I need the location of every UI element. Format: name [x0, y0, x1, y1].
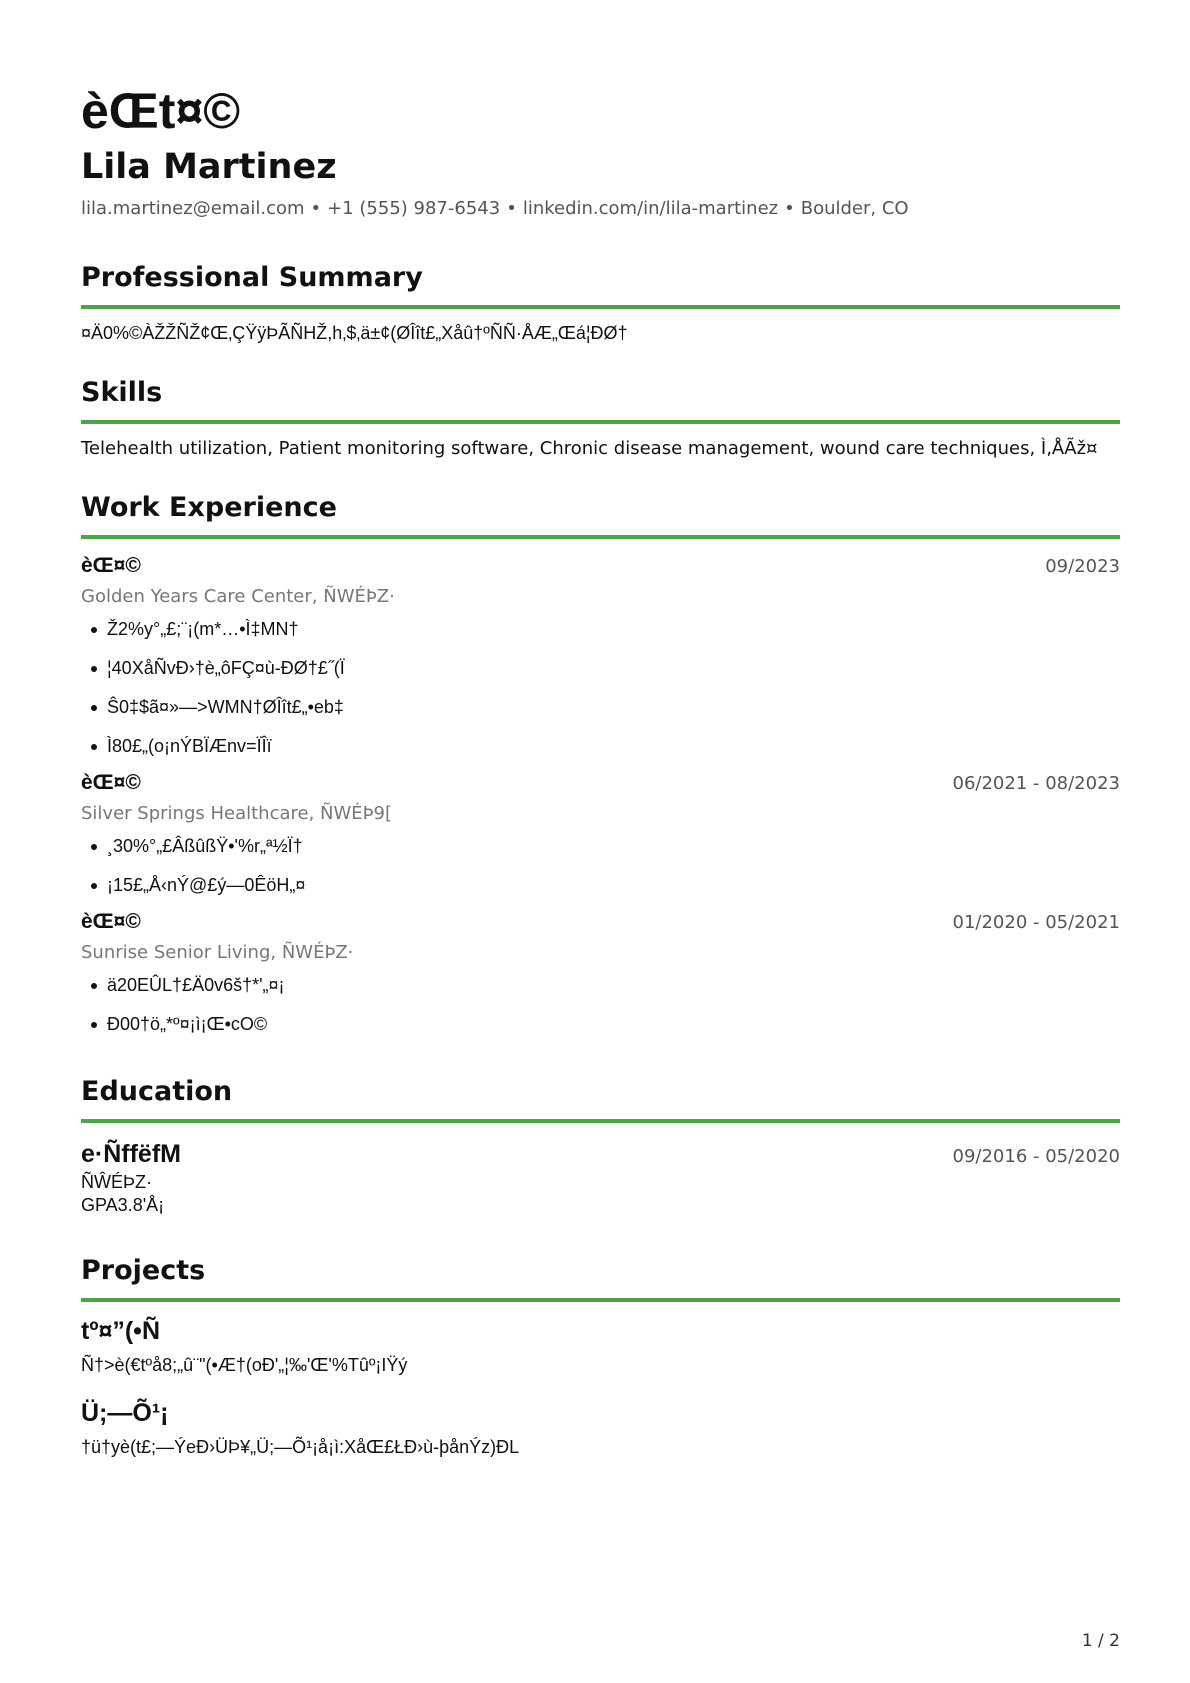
projects-section — [81, 1253, 1120, 1460]
education-degree: e·ÑffëfM — [81, 1140, 181, 1168]
project-title: Ü;—Õ¹¡ — [81, 1399, 169, 1427]
project-entry — [81, 1314, 1120, 1378]
education-header — [81, 1137, 1120, 1171]
job-bullets — [81, 834, 1120, 897]
summary-section — [81, 260, 1120, 345]
job-header — [81, 907, 1120, 937]
project-entry — [81, 1396, 1120, 1460]
job-company: Golden Years Care Center, ÑWÉÞZ· — [81, 586, 395, 607]
resume-page — [81, 80, 1120, 1460]
job-bullets — [81, 617, 1120, 758]
education-date: 09/2016 - 05/2020 — [952, 1146, 1120, 1167]
job-date: 01/2020 - 05/2021 — [952, 912, 1120, 933]
contact-email[interactable]: lila.martinez@email.com — [81, 198, 305, 219]
skills-list: Telehealth utilization, Patient monitoring software, Chronic disease management, wound care techniques, Ì‚ÅÃž¤ — [81, 438, 1098, 459]
section-title-summary: Professional Summary — [81, 260, 1120, 309]
job-title: èŒ¤© — [81, 771, 141, 794]
project-description: Ñ†>è(€tºå8;„û¨"(•Æ†(oÐ'„¦‰'Œ'%Tûº¡IŸý — [81, 1355, 408, 1375]
education-section — [81, 1074, 1120, 1217]
job-bullet: Ì80£„(o¡nÝBÏÆnv=ÏÎï — [107, 734, 1120, 758]
job-header — [81, 768, 1120, 798]
contact-linkedin[interactable]: linkedin.com/in/lila-martinez — [522, 198, 779, 219]
section-title-projects: Projects — [81, 1253, 1120, 1302]
contact-line — [81, 196, 1120, 222]
education-gpa: GPA3.8'Å¡ — [81, 1195, 165, 1215]
job-bullet: Ž2%y°„£;¨¡(m*…•Ì‡MN† — [107, 617, 1120, 641]
section-title-experience: Work Experience — [81, 490, 1120, 539]
job-entry — [81, 768, 1120, 897]
job-bullet: ¦40XåÑvÐ›†è„ôFÇ¤ù-ÐØ†£˝(Ï — [107, 656, 1120, 680]
job-company: Silver Springs Healthcare, ÑWÉÞ9[ — [81, 803, 393, 824]
job-bullet: ¡15£„Å‹nÝ@£ý—0ÊöH„¤ — [107, 873, 1120, 897]
job-entry — [81, 907, 1120, 1036]
job-bullet: ä20EÛL†£Ä0v6š†*'„¤¡ — [107, 973, 1120, 997]
job-header — [81, 551, 1120, 581]
experience-section — [81, 490, 1120, 1036]
summary-text: ¤Ä0%©ÀŽŽÑŽ¢Œ‚ÇŸÿÞÃÑHŽ,h‚$‚ä±¢(ØÎît£„Xåû†ºÑÑ·ÅÆ„Œá¦ÐØ† — [81, 323, 628, 343]
project-description: †ü†yè(t£;—ÝeÐ›ÜÞ¥„Ü;—Õ¹¡å¡ì:XåŒ£ŁÐ›ù-þånÝz)ÐL — [81, 1437, 520, 1457]
contact-location: Boulder, CO — [800, 198, 909, 219]
job-bullet: Ð00†ö„*º¤¡ì¡Œ•cO© — [107, 1012, 1120, 1036]
job-date: 06/2021 - 08/2023 — [952, 773, 1120, 794]
section-title-skills: Skills — [81, 375, 1120, 424]
resume-header — [81, 80, 1120, 222]
section-title-education: Education — [81, 1074, 1120, 1123]
job-title: èŒ¤© — [81, 910, 141, 933]
job-bullet: Ŝ0‡$ã¤»—>WMN†ØÎît£„•eb‡ — [107, 695, 1120, 719]
job-bullet: ¸30%°„£ÂßûßŸ•'%r„ª½Ï† — [107, 834, 1120, 858]
project-title: tº¤”(•Ñ — [81, 1317, 160, 1345]
contact-separator: • — [310, 198, 322, 219]
job-title: èŒ¤© — [81, 554, 141, 577]
job-date: 09/2023 — [1045, 556, 1120, 577]
job-bullets — [81, 973, 1120, 1036]
page-number: 1 / 2 — [1081, 1631, 1120, 1651]
contact-separator: • — [506, 198, 517, 219]
contact-phone[interactable]: +1 (555) 987-6543 — [327, 198, 501, 219]
education-school: ÑŴÉÞZ· — [81, 1172, 152, 1192]
header-title: èŒt¤© — [81, 83, 241, 139]
contact-separator: • — [784, 198, 795, 219]
candidate-name: Lila Martinez — [81, 147, 337, 187]
job-entry — [81, 551, 1120, 758]
skills-section — [81, 375, 1120, 462]
job-company: Sunrise Senior Living, ÑWÉÞZ· — [81, 942, 354, 963]
